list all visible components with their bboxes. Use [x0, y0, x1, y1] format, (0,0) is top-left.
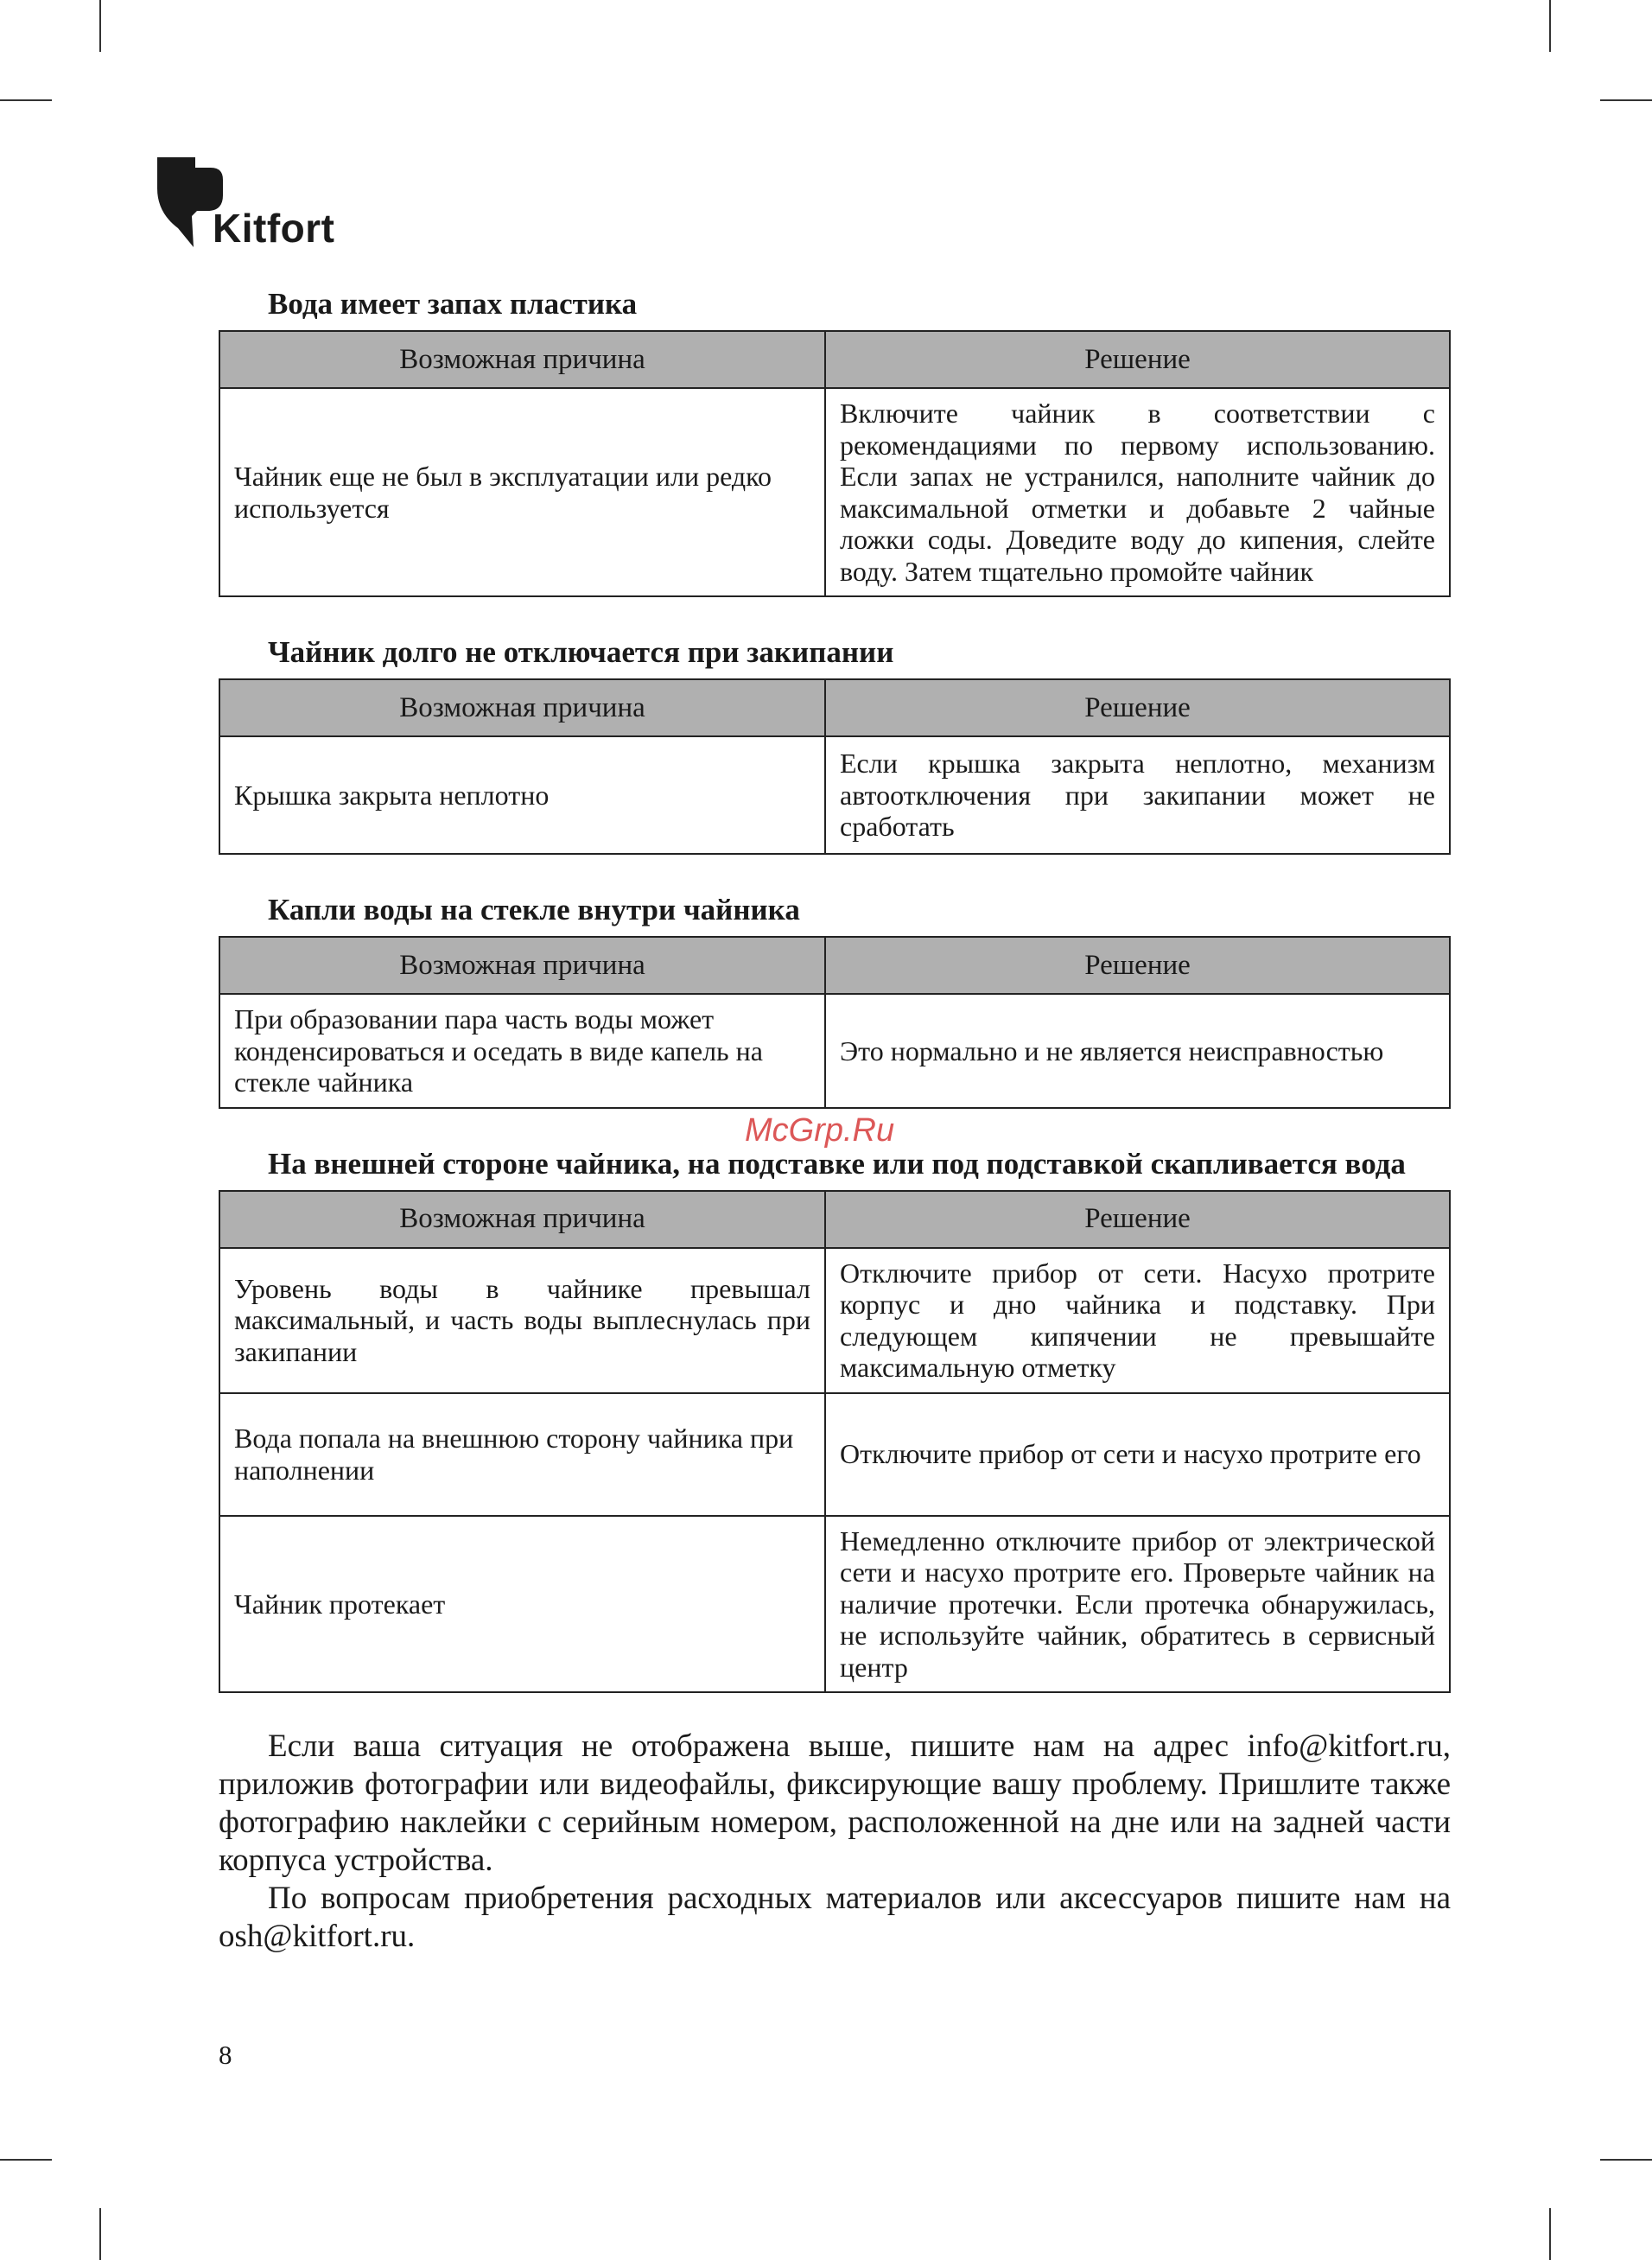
- logo-text: Kitfort: [213, 206, 335, 251]
- table-row: [219, 388, 1450, 596]
- solution-cell: Включите чайник в соответствии с рекомендациями по первому использованию. Если запах не устранился, наполните чайник до максимальной отметки и добавьте 2 чайные ложки соды. Доведите воду до кипения, слейте воду. Затем тщательно промойте чайник: [825, 388, 1450, 596]
- table-header-row: [219, 331, 1450, 388]
- table-header-row: [219, 679, 1450, 736]
- header-cause: Возможная причина: [219, 937, 825, 994]
- cause-cell: Чайник протекает: [219, 1516, 825, 1693]
- accessories-paragraph: По вопросам приобретения расходных материалов или аксессуаров пишите нам на osh@kitfort.ru.: [219, 1881, 1451, 1954]
- table-header-row: [219, 937, 1450, 994]
- header-cause: Возможная причина: [219, 1191, 825, 1248]
- crop-mark: [99, 2208, 101, 2260]
- cause-cell: Крышка закрыта неплотно: [219, 736, 825, 854]
- crop-mark: [1549, 2208, 1551, 2260]
- crop-mark: [0, 99, 52, 101]
- table-row: [219, 1516, 1450, 1693]
- section-title: Чайник долго не отключается при закипании: [268, 635, 894, 669]
- troubleshooting-table: [219, 936, 1451, 1109]
- header-cause: Возможная причина: [219, 679, 825, 736]
- troubleshooting-table: [219, 678, 1451, 855]
- header-cause: Возможная причина: [219, 331, 825, 388]
- troubleshooting-table: [219, 330, 1451, 597]
- section-title: На внешней стороне чайника, на подставке или под подставкой скапливается вода: [268, 1146, 1406, 1181]
- section-title: Капли воды на стекле внутри чайника: [268, 893, 800, 926]
- contact-paragraph: Если ваша ситуация не отображена выше, пишите нам на адрес info@kitfort.ru, приложив фотографии или видеофайлы, фиксирующие вашу проблему. Пришлите также фотографию наклейки с серийным номером, расположенной на дне или на задней части корпуса устройства.: [219, 1728, 1451, 1878]
- solution-cell: Отключите прибор от сети. Насухо протрите корпус и дно чайника и подставку. При следующем кипячении не превышайте максимальную отметку: [825, 1248, 1450, 1393]
- header-solution: Решение: [825, 331, 1450, 388]
- table-row: [219, 1393, 1450, 1516]
- cause-cell: При образовании пара часть воды может конденсироваться и оседать в виде капель на стекле чайника: [219, 994, 825, 1108]
- section-title: Вода имеет запах пластика: [268, 287, 638, 321]
- table-row: [219, 736, 1450, 854]
- table-row: [219, 1248, 1450, 1393]
- crop-mark: [1600, 99, 1652, 101]
- solution-cell: Отключите прибор от сети и насухо протрите его: [825, 1393, 1450, 1516]
- header-solution: Решение: [825, 679, 1450, 736]
- page-number: 8: [219, 2040, 232, 2070]
- solution-cell: Это нормально и не является неисправностью: [825, 994, 1450, 1108]
- crop-mark: [99, 0, 101, 52]
- table-row: [219, 994, 1450, 1108]
- watermark: McGrp.Ru: [745, 1112, 895, 1149]
- crop-mark: [0, 2159, 52, 2161]
- cause-cell: Вода попала на внешнюю сторону чайника при наполнении: [219, 1393, 825, 1516]
- table-header-row: [219, 1191, 1450, 1248]
- header-solution: Решение: [825, 937, 1450, 994]
- crop-mark: [1600, 2159, 1652, 2161]
- troubleshooting-table: [219, 1190, 1451, 1694]
- solution-cell: Немедленно отключите прибор от электрической сети и насухо протрите его. Проверьте чайник на наличие протечки. Если протечка обнаружилась, не используйте чайник, обратитесь в сервисный центр: [825, 1516, 1450, 1693]
- crop-mark: [1549, 0, 1551, 52]
- header-solution: Решение: [825, 1191, 1450, 1248]
- solution-cell: Если крышка закрыта неплотно, механизм автоотключения при закипании может не сработать: [825, 736, 1450, 854]
- cause-cell: Уровень воды в чайнике превышал максимальный, и часть воды выплеснулась при закипании: [219, 1248, 825, 1393]
- cause-cell: Чайник еще не был в эксплуатации или редко используется: [219, 388, 825, 596]
